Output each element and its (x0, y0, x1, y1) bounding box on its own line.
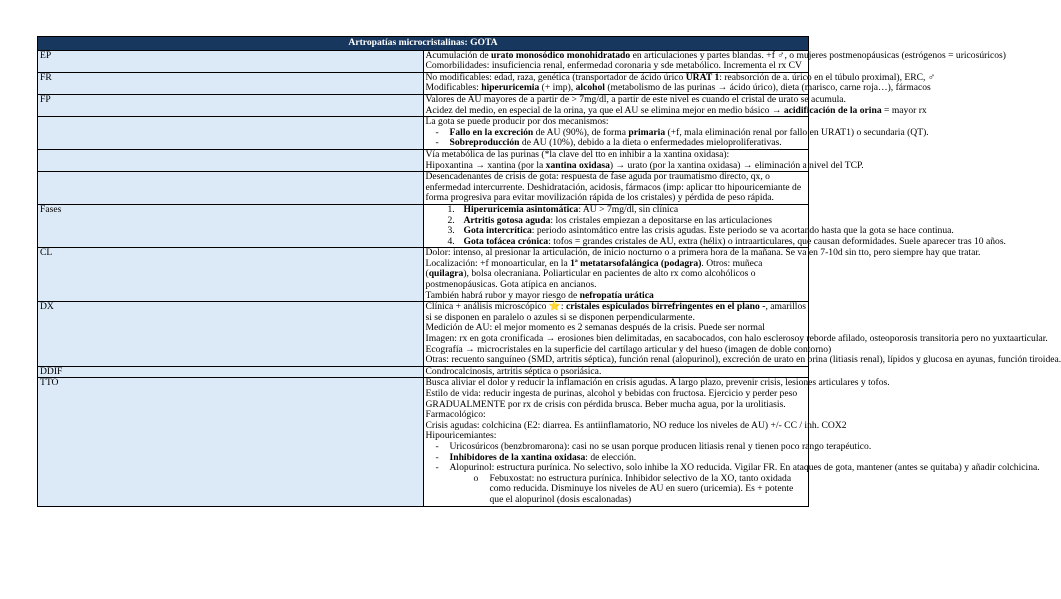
dx-line-1: Clínica + análisis microscópico ⭐: cristales espiculados birrefringentes en el plano -, amarillos si se disponen en paralelo o azules si se disponen perpendicularmente. (425, 301, 807, 323)
row-cl (38, 248, 809, 302)
fp-line-1: Valores de AU mayores de a partir de > 7mg/dl, a partir de este nivel es cuando el cristal de urato se acumula. (425, 93, 846, 105)
ep-line-1: Acumulación de urato monosódico monohidratado en articulaciones y partes blandas. +f ♂, o mujeres postmenopáusicas (estrógenos = uricosúricos) (425, 49, 1006, 61)
row-content-ep (423, 49, 1006, 72)
row-fases (38, 204, 809, 247)
fase-4: 4. Gota tofácea crónica: tofos = grandes cristales de AU, extra (hélix) o intraarticulares, que causan deformidades. Suele aparecer tras 10 años. (447, 235, 1006, 247)
cl-line-1: Dolor: intenso, al presionar la articulación, de inicio nocturno o a primera hora de la mañana. Se va en 7-10d sin tto, pero siempre hay que tratar. (425, 247, 981, 259)
dx-line-4: Ecografía → microcristales en la superficie del cartílago articular y del hueso (imagen de doble contorno) (425, 343, 832, 355)
row-label-cl: CL (38, 248, 424, 302)
dx-line-5: Otras: recuento sanguíneo (SMD, artritis séptica), función renal (alopurinol), excreción de urato en orina (litiasis renal), lípidos y glucosa en ayunas, función tiroidea. (425, 354, 1061, 366)
row-label-fp: FP (38, 94, 424, 116)
row-content-fp-1 (423, 93, 927, 116)
row-label-empty (38, 117, 424, 150)
row-fr (38, 72, 809, 94)
fp-mechanism-2: - Sobreproducción de AU (10%), debido a la dieta o enfermedades mieloproliferativas. (426, 138, 807, 149)
row-content-fases (423, 203, 1006, 247)
fp-mechanisms-intro: La gota se puede producir por dos mecanismos: (425, 116, 609, 128)
row-label-ep: EP (38, 50, 424, 72)
row-ep (38, 50, 809, 72)
dx-line-3: Imagen: rx en gota cronificada → erosiones bien delimitadas, en sacabocados, con halo esclerosoy reborde afilado, osteoporosis transitoria pero no yuxtaarticular. (425, 333, 1048, 345)
cl-line-2: Localización: +f monoarticular, en la 1ª metatarsofalángica (podagra). Otros: muñeca (quilagra), bolsa olecraniana. Poliarticular en pacientes de alto rx como alcohólicos o postmenopáusicas. Gota atípica en ancianos. (425, 257, 763, 291)
ddif-line-1: Condrocalcinosis, artritis séptica o psoriásica. (425, 365, 602, 377)
fr-line-1: No modificables: edad, raza, genética (transportador de ácido úrico URAT 1: reabsorción de a. úrico en el túbulo proximal), ERC, ♂ (425, 71, 936, 83)
row-content-fp-2 (423, 116, 929, 150)
fase-3: 3. Gota intercrítica: periodo asintomático entre las crisis agudas. Este periodo se va acortando hasta que la gota se hace continua. (447, 225, 954, 237)
row-label-dx: DX (38, 302, 424, 367)
tto-line-1: Busca aliviar el dolor y reducir la inflamación en crisis agudas. A largo plazo, prevenir crisis, lesiones articulares y tofos. (425, 377, 890, 389)
fr-line-2: Modificables: hiperuricemia (+ imp), alcohol (metabolismo de las purinas → ácido úrico), dieta (marisco, carne roja…), fármacos (425, 82, 931, 94)
row-fp-3 (38, 149, 809, 171)
fp-line-2: Acidez del medio, en especial de la orina, ya que el AU se elimina mejor en medio básico → acidificación de la orina = mayor rx (425, 104, 927, 116)
row-fp-2 (38, 117, 809, 150)
ep-line-2: Comorbilidades: insuficiencia renal, enfermedad coronaria y sde metabólico. Incrementa el rx CV (425, 60, 802, 72)
row-label-empty (38, 172, 424, 205)
tto-line-3: Farmacológico: (425, 409, 486, 421)
table-header-row (38, 37, 809, 51)
tto-hypo-3: - Alopurinol: estructura purínica. No selectivo, solo inhibe la XO reducida. Vigilar FR. En ataques de gota, mantener (antes se quitaba) y añadir colchicina. (426, 463, 807, 474)
row-label-ddif: DDIF (38, 366, 424, 378)
row-label-tto: TTO (38, 378, 424, 506)
tto-hypo-2: - Inhibidores de la xantina oxidasa: de elección. (426, 453, 807, 464)
fase-2: 2. Artritis gotosa aguda: los cristales empiezan a depositarse en las articulaciones (447, 214, 773, 226)
row-content-dx (423, 301, 1061, 367)
cl-line-3: También habrá rubor y mayor riesgo de nefropatía urática (425, 289, 654, 301)
fase-1: 1. Hiperuricemia asintomática: AU > 7mg/dl, sin clínica (447, 203, 679, 215)
row-content-tto (423, 377, 1040, 506)
row-content-ddif (423, 366, 809, 378)
row-tto (38, 378, 809, 506)
tto-line-2: Estilo de vida: reducir ingesta de purinas, alcohol y bebidas con fructosa. Ejercicio y perder peso GRADUALMENTE por rx de crisis con pérdida brusca. Beber mucha agua, por la urolitiasis. (425, 388, 798, 410)
tto-line-5: Hipouricemiantes: (425, 430, 497, 442)
row-fp-4 (38, 172, 809, 205)
row-label-fases: Fases (38, 204, 424, 247)
fp-pathway-2: Hipoxantina → xantina (por la xantina oxidasa) → urato (por la xantina oxidasa) → eliminación a nivel del TCP. (425, 159, 864, 171)
dx-line-2: Medición de AU: el mejor momento es 2 semanas después de la crisis. Puede ser normal (425, 322, 765, 334)
row-content-fp-3 (423, 148, 864, 171)
fp-pathway-1: Vía metabólica de las purinas (*la clave del tto en inhibir a la xantina oxidasa): (425, 148, 730, 160)
row-dx (38, 302, 809, 367)
row-ddif (38, 366, 809, 378)
tto-line-4: Crisis agudas: colchicina (E2: diarrea. Es antiinflamatorio, NO reduce los niveles de AU) +/- CC / inh. COX2 (425, 419, 847, 431)
row-label-fr: FR (38, 72, 424, 94)
tto-hypo-4: o Febuxostat: no estructura purínica. Inhibidor selectivo de la XO, tanto oxidada como reducida. Disminuye los niveles de AU en suero (uricemia). Es + potente que el alopurinol (dosis escalonadas) (426, 474, 807, 506)
fp-triggers: Desencadenantes de crisis de gota: respuesta de fase aguda por traumatismo directo, qx, o enfermedad intercurrente. Deshidratación, acidosis, fármacos (imp: aplicar tto hipouricemiante de forma progresiva para evitar movilización rápida de los cristales) y pérdida de peso rápida. (425, 171, 802, 204)
row-content-cl (423, 247, 981, 302)
gout-summary-page (37, 36, 1061, 507)
row-content-fp-4 (423, 172, 809, 205)
gout-summary-table (37, 36, 1061, 507)
row-label-empty (38, 149, 424, 171)
row-fp-1 (38, 94, 809, 116)
fp-mechanism-1: - Fallo en la excreción de AU (90%), de forma primaria (+f, mala eliminación renal por fallo en URAT1) o secundaria (QT). (426, 128, 807, 139)
tto-hypo-1: - Uricosúricos (benzbromarona): casi no se usan porque producen litiasis renal y tienen poco rango terapéutico. (426, 442, 807, 453)
row-content-fr (423, 71, 936, 94)
table-title: Artropatías microcristalinas: GOTA (38, 37, 809, 51)
